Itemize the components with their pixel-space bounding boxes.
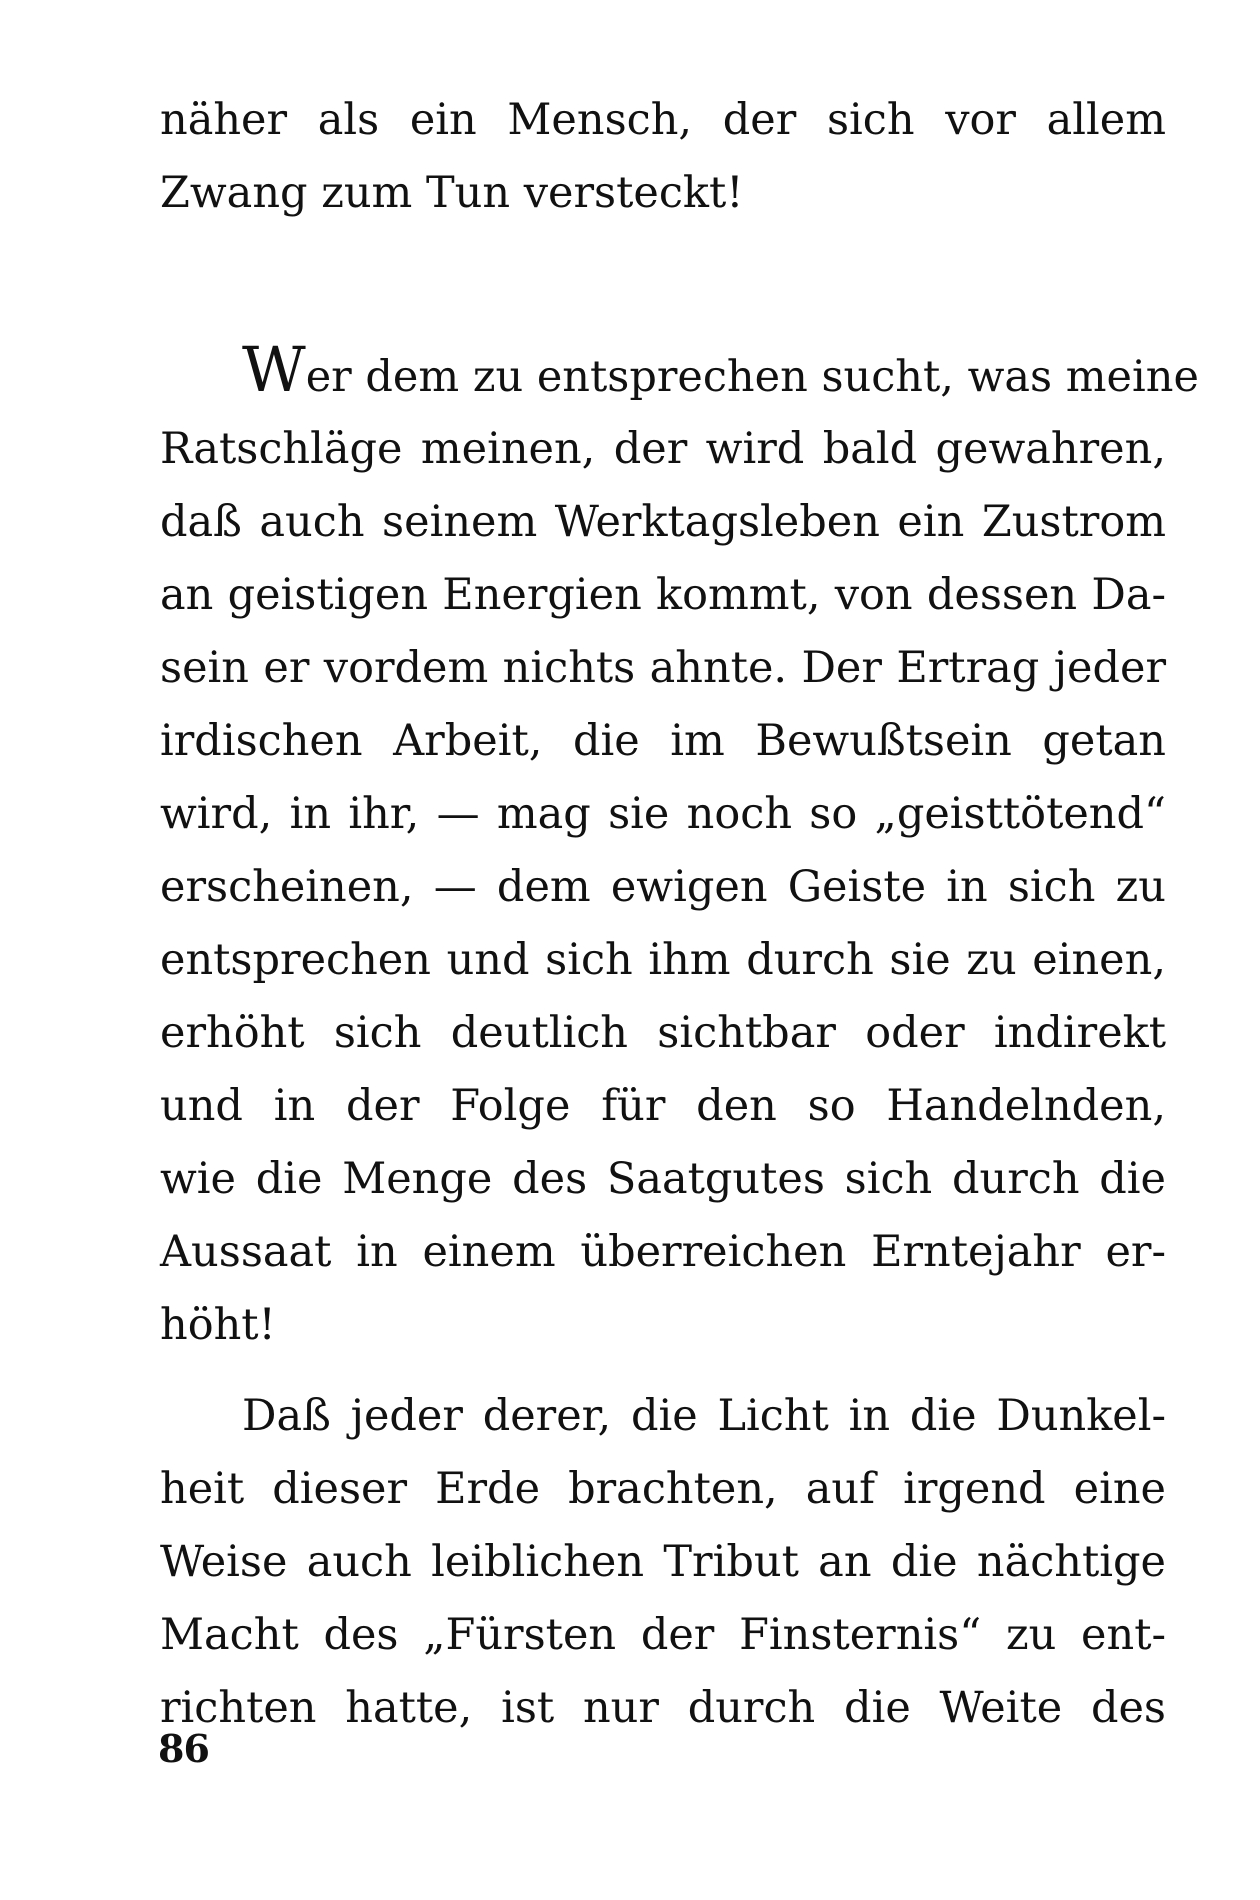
paragraph bbox=[160, 1380, 1166, 1745]
text-line: erscheinen, — dem ewigen Geiste in sich zu bbox=[160, 862, 1166, 912]
text-line: Ratschläge meinen, der wird bald gewahren, bbox=[160, 424, 1166, 474]
text-line: Macht des „Fürsten der Finsternis“ zu ent- bbox=[160, 1610, 1166, 1660]
text-line: richten hatte, ist nur durch die Weite des bbox=[160, 1683, 1166, 1733]
text-line: Daß jeder derer, die Licht in die Dunkel- bbox=[242, 1391, 1166, 1441]
text-line: entsprechen und sich ihm durch sie zu einen, bbox=[160, 935, 1166, 985]
paragraph bbox=[160, 333, 1199, 1362]
drop-cap: W bbox=[242, 333, 306, 406]
text-line: daß auch seinem Werktagsleben ein Zustrom bbox=[160, 497, 1166, 547]
text-line: wie die Menge des Saatgutes sich durch die bbox=[160, 1154, 1166, 1204]
text-line: Zwang zum Tun versteckt! bbox=[160, 168, 744, 218]
page-number: 86 bbox=[158, 1726, 209, 1771]
text-line: erhöht sich deutlich sichtbar oder indirekt bbox=[160, 1008, 1166, 1058]
text-line: an geistigen Energien kommt, von dessen Da- bbox=[160, 570, 1166, 620]
paragraph-continued bbox=[160, 84, 1166, 230]
text-line: und in der Folge für den so Handelnden, bbox=[160, 1081, 1166, 1131]
text-line: wird, in ihr, — mag sie noch so „geisttötend“ bbox=[160, 789, 1166, 839]
text-line: Weise auch leiblichen Tribut an die nächtige bbox=[160, 1537, 1166, 1587]
first-line-text: er dem zu entsprechen sucht, was meine bbox=[305, 352, 1199, 402]
text-line: Aussaat in einem überreichen Erntejahr er- bbox=[160, 1227, 1166, 1277]
text-line: heit dieser Erde brachten, auf irgend eine bbox=[160, 1464, 1166, 1514]
text-line: näher als ein Mensch, der sich vor allem bbox=[160, 95, 1166, 145]
paragraph-first-line bbox=[160, 333, 1199, 413]
text-line: höht! bbox=[160, 1300, 276, 1350]
text-line: sein er vordem nichts ahnte. Der Ertrag jeder bbox=[160, 643, 1166, 693]
text-line: irdischen Arbeit, die im Bewußtsein getan bbox=[160, 716, 1166, 766]
